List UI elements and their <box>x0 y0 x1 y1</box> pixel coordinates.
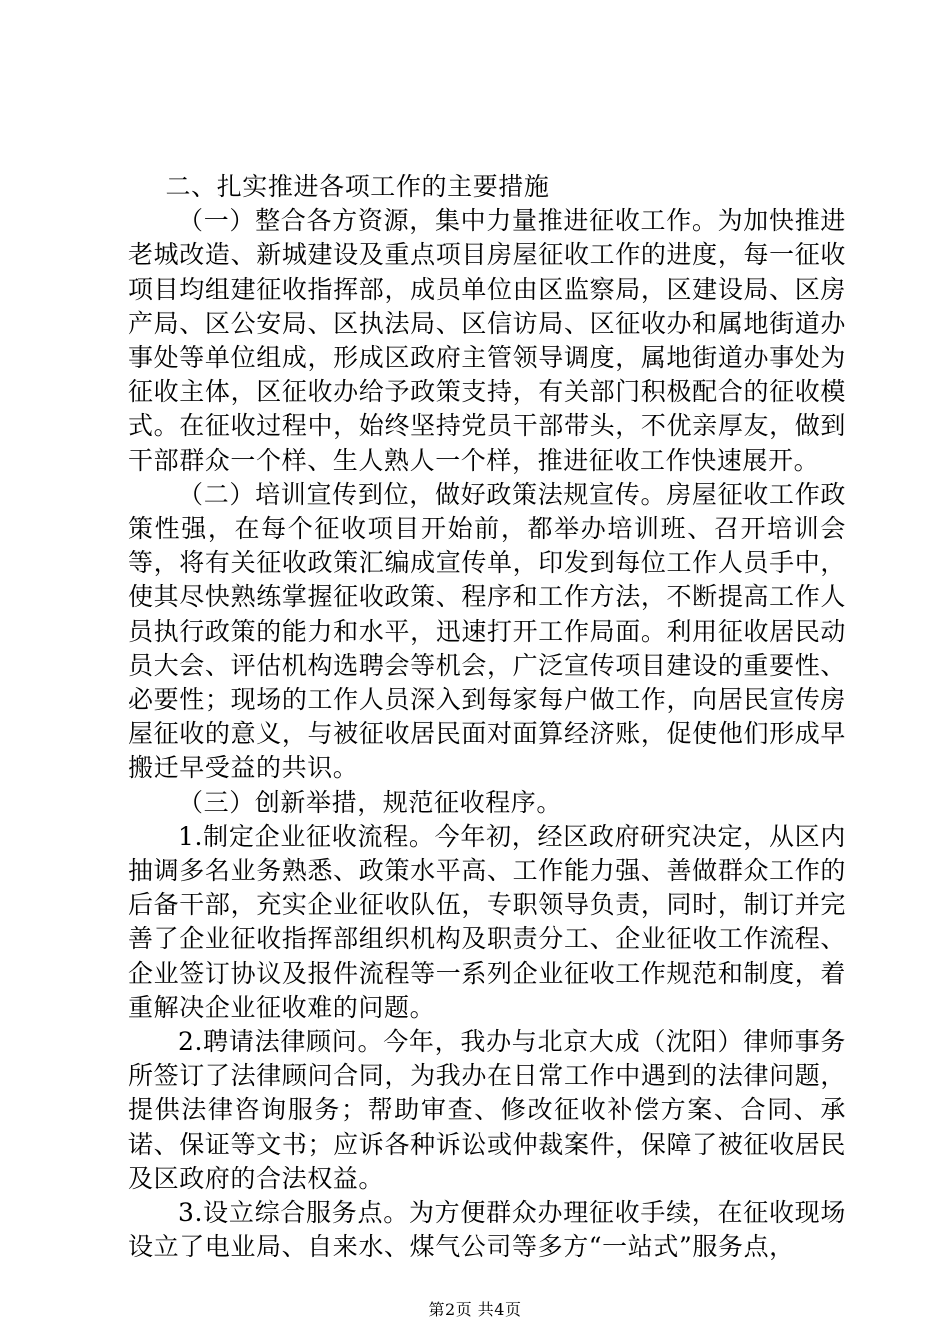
paragraph-1: （一）整合各方资源，集中力量推进征收工作。为加快推进老城改造、新城建设及重点项目房屋征收工作的进度，每一征收项目均组建征收指挥部，成员单位由区监察局，区建设局、区房产局、区公安局、区执法局、区信访局、区征收办和属地街道办事处等单位组成，形成区政府主管领导调度，属地街道办事处为征收主体，区征收办给予政策支持，有关部门积极配合的征收模式。在征收过程中，始终坚持党员干部带头，不优亲厚友，做到干部群众一个样、生人熟人一个样，推进征收工作快速展开。 <box>128 206 846 475</box>
paragraph-2: （二）培训宣传到位，做好政策法规宣传。房屋征收工作政策性强，在每个征收项目开始前，都举办培训班、召开培训会等，将有关征收政策汇编成宣传单，印发到每位工作人员手中，使其尽快熟练掌握征收政策、程序和工作方法，不断提高工作人员执行政策的能力和水平，迅速打开工作局面。利用征收居民动员大会、评估机构选聘会等机会，广泛宣传项目建设的重要性、必要性；现场的工作人员深入到每家每户做工作，向居民宣传房屋征收的意义，与被征收居民面对面算经济账，促使他们形成早搬迁早受益的共识。 <box>128 479 846 783</box>
paragraph-4: 1.制定企业征收流程。今年初，经区政府研究决定，从区内抽调多名业务熟悉、政策水平高、工作能力强、善做群众工作的后备干部，充实企业征收队伍，专职领导负责，同时，制订并完善了企业征收指挥部组织机构及职责分工、企业征收工作流程、企业签订协议及报件流程等一系列企业征收工作规范和制度，着重解决企业征收难的问题。 <box>128 821 846 1022</box>
paragraph-6: 3.设立综合服务点。为方便群众办理征收手续，在征收现场设立了电业局、自来水、煤气公司等多方“一站式”服务点， <box>128 1198 846 1262</box>
section-heading: 二、扎实推进各项工作的主要措施 <box>165 172 550 201</box>
document-body <box>128 170 846 1265</box>
page-footer: 第2页 共4页 <box>428 1300 522 1319</box>
paragraph-3: （三）创新举措，规范征收程序。 <box>178 787 563 817</box>
paragraph-5: 2.聘请法律顾问。今年，我办与北京大成（沈阳）律师事务所签订了法律顾问合同，为我办在日常工作中遇到的法律问题，提供法律咨询服务；帮助审查、修改征收补偿方案、合同、承诺、保证等文书；应诉各种诉讼或仲裁案件，保障了被征收居民及区政府的合法权益。 <box>128 1027 846 1193</box>
